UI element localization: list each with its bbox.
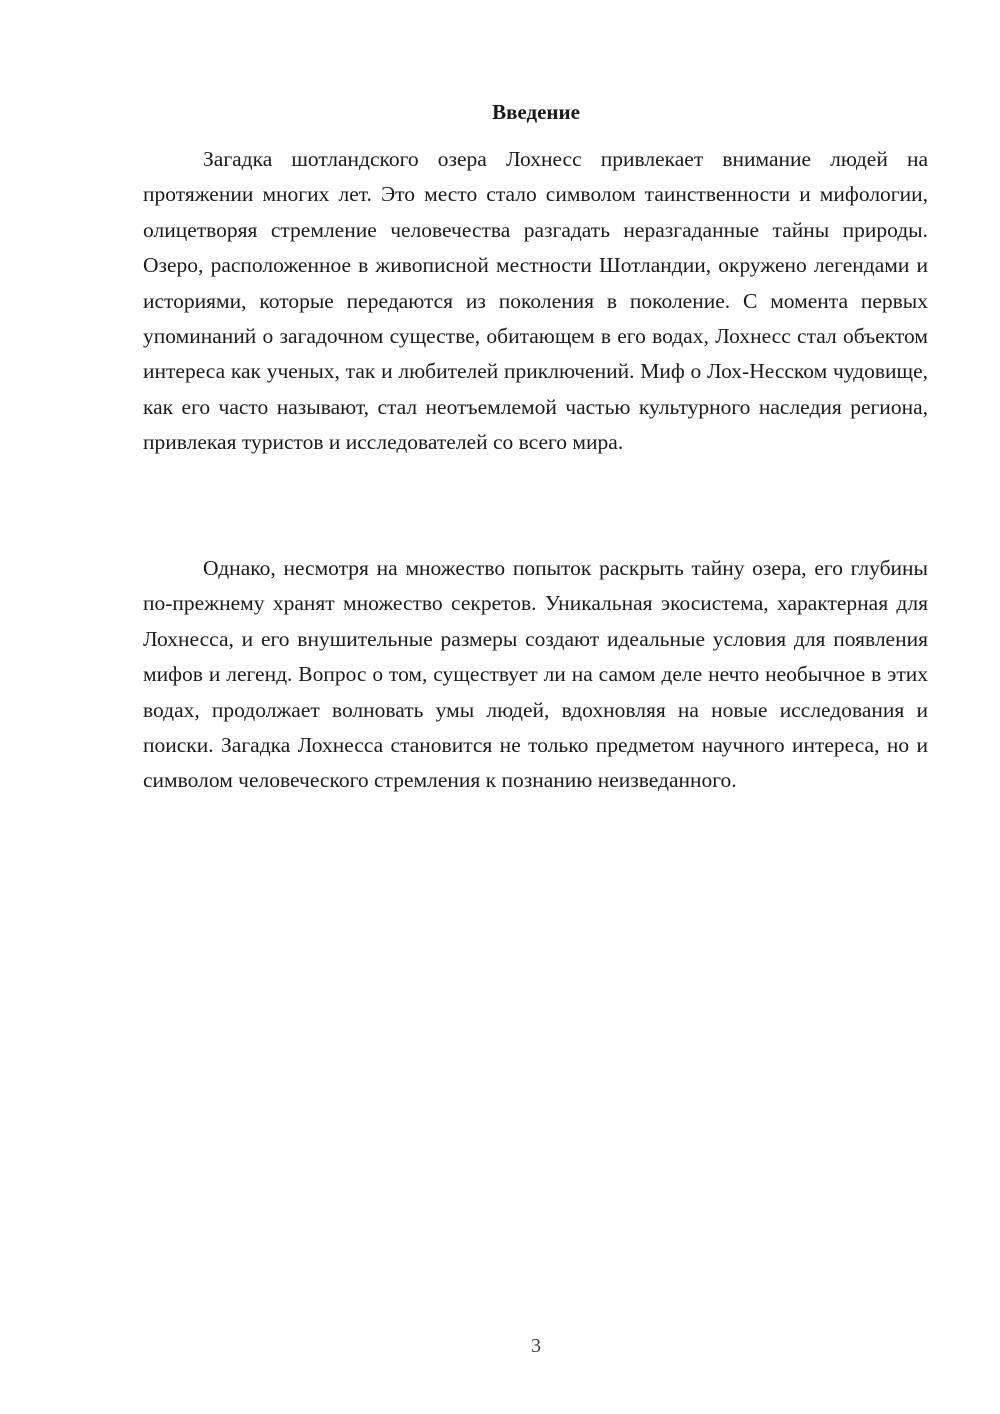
section-heading: Введение — [492, 100, 580, 124]
paragraph-intro: Загадка шотландского озера Лохнесс привлекает внимание людей на протяжении многих лет. Это место стало символом таинственности и мифологии, олицетворяя стремление человечества разгадать неразгаданные тайны природы. Озеро, расположенное в живописной местности Шотландии, окружено легендами и историями, которые передаются из поколения в поколение. С момента первых упоминаний о загадочном существе, обитающем в его водах, Лохнесс стал объектом интереса как ученых, так и любителей приключений. Миф о Лох-Несском чудовище, как его часто называют, стал неотъемлемой частью культурного наследия региона, привлекая туристов и исследователей со всего мира. — [143, 147, 928, 455]
paragraph-mystery: Однако, несмотря на множество попыток раскрыть тайну озера, его глубины по-прежнему хранят множество секретов. Уникальная экосистема, характерная для Лохнесса, и его внушительные размеры создают идеальные условия для появления мифов и легенд. Вопрос о том, существует ли на самом деле нечто необычное в этих водах, продолжает волновать умы людей, вдохновляя на новые исследования и поиски. Загадка Лохнесса становится не только предметом научного интереса, но и символом человеческого стремления к познанию неизведанного. — [143, 556, 928, 793]
page-number: 3 — [531, 1335, 541, 1357]
